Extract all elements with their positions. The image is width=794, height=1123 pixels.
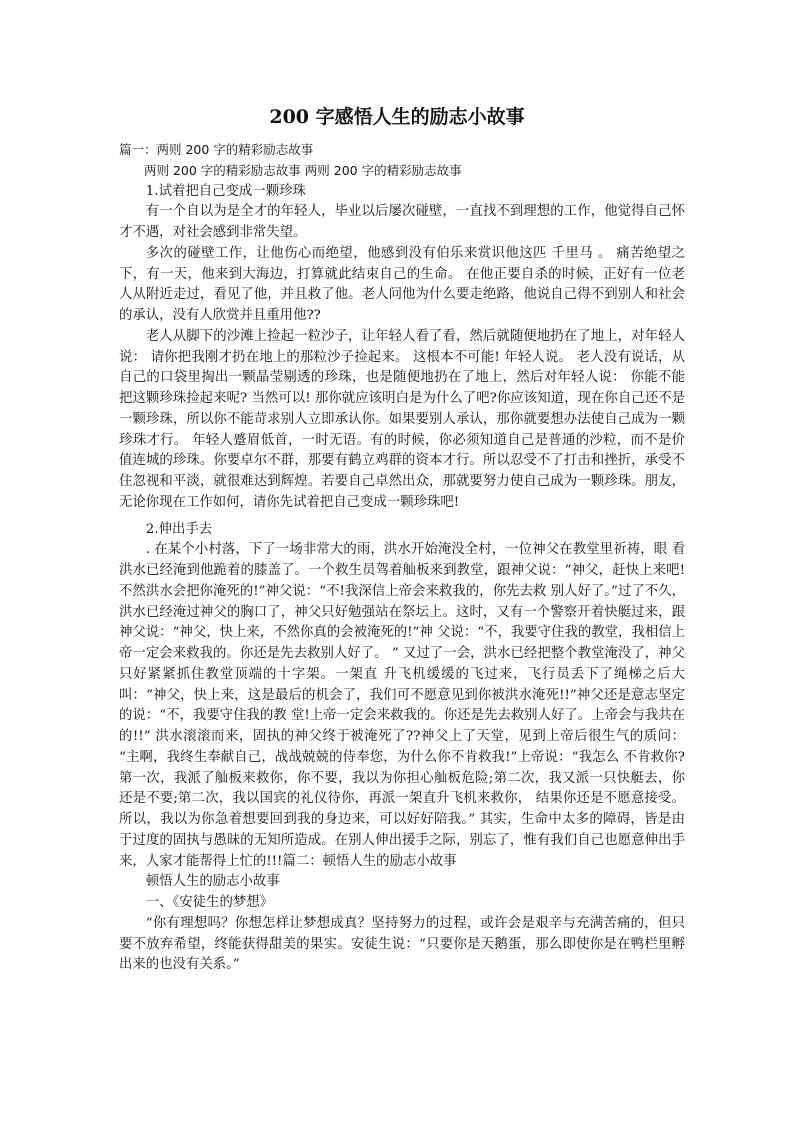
story-heading: 1.试着把自己变成一颗珍珠 bbox=[145, 183, 306, 199]
paragraph: 两则 200 字的精彩励志故事 两则 200 字的精彩励志故事 bbox=[144, 162, 462, 178]
story-heading: 一、《安徒生的梦想》 bbox=[145, 895, 274, 910]
paragraph: 老人从脚下的沙滩上捡起一粒沙子，让年轻人看了看，然后就随便地扔在了地上，对年轻人说： 请你把我刚才扔在地上的那粒沙子捡起来。 这根本不可能! 年轻人说。 老人没有说话，从自己的口袋里掏出一颗晶莹剔透的珍珠，也是随便地扔在了地上，然后对年轻人说： 你能不能把这颗珍珠捡起来呢? 当然可以! 那你就应该明白是为什么了吧?你应该知道，现在你自己还不是一颗珍珠，所以你不能苛求别人立即承认你。如果要别人承认，那你就要想办法使自己成为一颗珍珠才行。 年轻人蹙眉低首，一时无语。有的时候，你必须知道自己是普通的沙粒，而不是价值连城的珍珠。你要卓尔不群，那要有鹤立鸡群的资本才行。所以忍受不了打击和挫折，承受不住忽视和平淡，就很难达到辉煌。若要自己卓然出众，那就要努力使自己成为一颗珍珠。朋友，无论你现在工作如何，请你先试着把自己变成一颗珍珠吧! bbox=[119, 328, 685, 510]
paragraph: “你有理想吗？你想怎样让梦想成真？坚持努力的过程，或许会是艰辛与充满苦痛的，但只要不放弃希望，终能获得甜美的果实。安徒生说：“只要你是天鹅蛋，那么即使你是在鸭栏里孵出来的也没有关系。” bbox=[119, 915, 685, 973]
paragraph: 多次的碰壁工作，让他伤心而绝望，他感到没有伯乐来赏识他这匹 千里马 。 痛苦绝望之下，有一天，他来到大海边，打算就此结束自己的生命。 在他正要自杀的时候，正好有一位老人从附近走过，看见了他，并且救了他。老人问他为什么要走绝路，他说自己得不到别人和社会的承认，没有人欣赏并且重用他?? bbox=[119, 245, 685, 323]
paragraph: . 在某个小村落，下了一场非常大的雨，洪水开始淹没全村，一位神父在教堂里祈祷，眼 看洪水已经淹到他跪着的膝盖了。一个救生员驾着舢板来到教堂，跟神父说：“神父，赶快上来吧!不然洪水会把你淹死的!”神父说：“不!我深信上帝会来救我的，你先去救 别人好了。”过了不久，洪水已经淹过神父的胸口了，神父只好勉强站在祭坛上。这时，又有一个警察开着快艇过来，跟神父说：“神父，快上来，不然你真的会被淹死的!”神 父说：“不，我要守住我的教堂，我相信上帝一定会来救我的。你还是先去救别人好了。 ” 又过了一会，洪水已经把整个教堂淹没了，神父只好紧紧抓住教堂顶端的十字架。一架直 升飞机缓缓的飞过来，飞行员丢下了绳梯之后大叫：“神父，快上来，这是最后的机会了，我们可不愿意见到你被洪水淹死!!”神父还是意志坚定的说：“不，我要守住我的教 堂!上帝一定会来救我的。你还是先去救别人好了。上帝会与我共在的!!” 洪水滚滚而来，固执的神父终于被淹死了??神父上了天堂，见到上帝后很生气的质问： “主啊，我终生奉献自己，战战兢兢的侍奉您，为什么你不肯救我!”上帝说：“我怎么 不肯救你?第一次，我派了舢板来救你，你不要，我以为你担心舢板危险;第二次，我又派一只快艇去，你还是不要;第二次，我以国宾的礼仪待你，再派一架直升飞机来救你， 结果你还是不愿意接受。所以，我以为你急着想要回到我的身边来，可以好好陪我。” 其实，生命中太多的障碍，皆是由于过度的固执与愚昧的无知所造成。在别人伸出援手之际，别忘了，惟有我们自己也愿意伸出手来，人家才能帮得上忙的!!!篇二：顿悟人生的励志小故事 bbox=[119, 542, 685, 869]
section-heading: 篇一：两则 200 字的精彩励志故事 bbox=[119, 142, 314, 157]
story-heading: 2.伸出手去 bbox=[145, 521, 213, 537]
document-title: 200 字感悟人生的励志小故事 bbox=[269, 106, 525, 128]
document-body bbox=[119, 140, 685, 976]
paragraph: 有一个自以为是全才的年轻人，毕业以后屡次碰壁，一直找不到理想的工作，他觉得自己怀才不遇，对社会感到非常失望。 bbox=[119, 204, 685, 240]
story-heading: 顿悟人生的励志小故事 bbox=[145, 874, 280, 890]
